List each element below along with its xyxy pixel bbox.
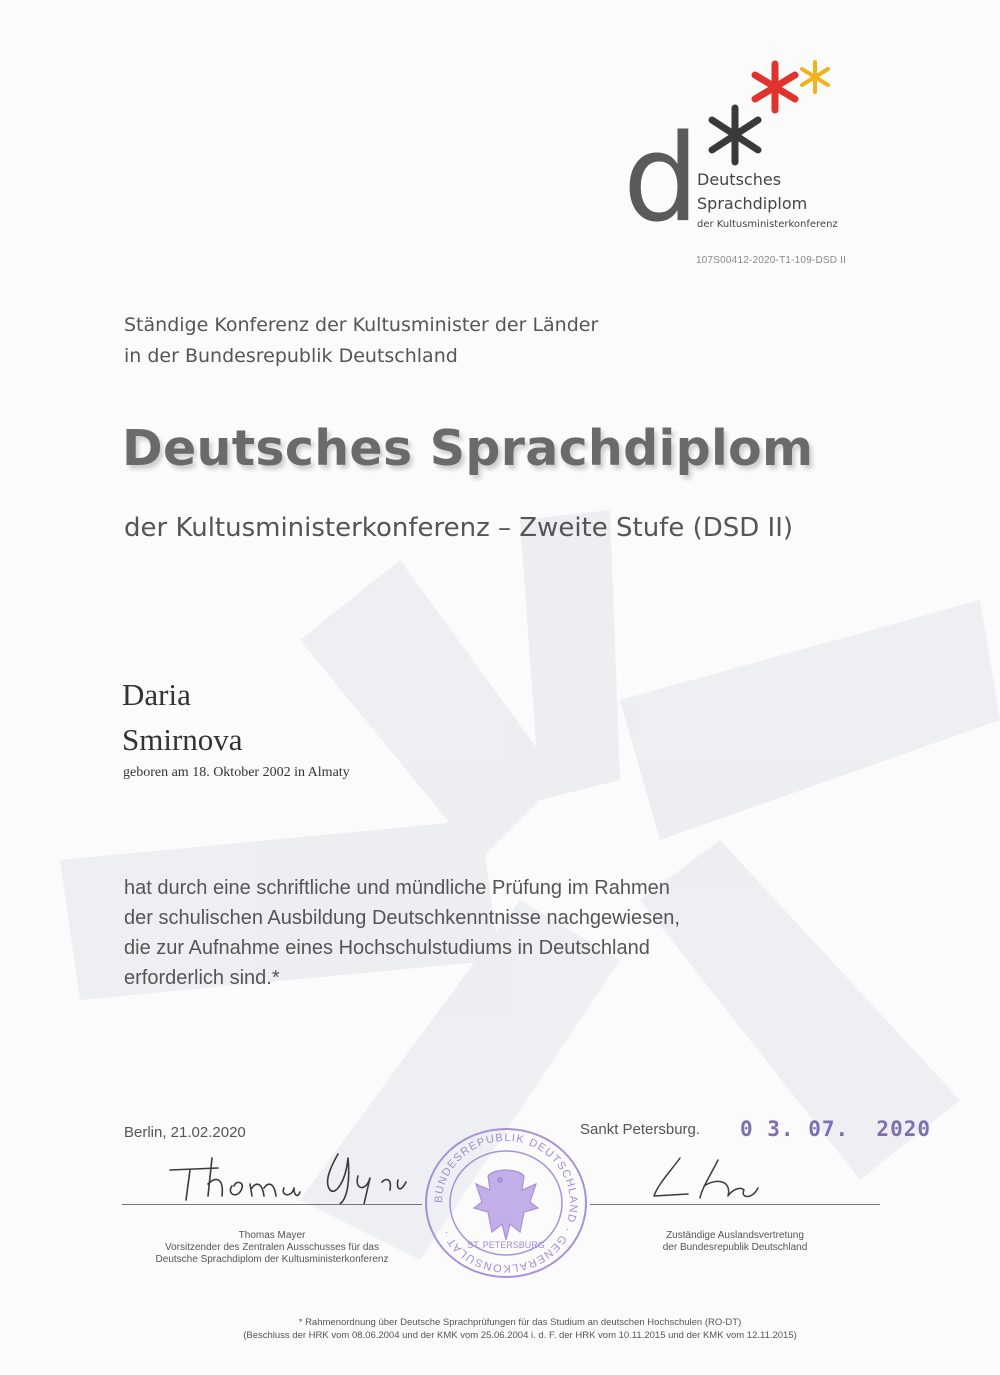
left-signer-name: Thomas Mayer (238, 1230, 306, 1241)
authority-line1: Ständige Konferenz der Kultusminister der Länder (124, 314, 599, 336)
certificate-statement (124, 873, 824, 993)
authority-line2: in der Bundesrepublik Deutschland (124, 345, 458, 367)
left-signer-role-line1: Vorsitzender des Zentralen Ausschusses für das (164, 1242, 379, 1253)
dsd-logo (615, 50, 905, 270)
candidate-first-name: Daria (122, 677, 191, 712)
right-place: Sankt Petersburg. (580, 1121, 701, 1138)
logo-name-line2: Sprachdiplom (697, 194, 808, 213)
legal-footnote (120, 1316, 920, 1342)
logo-name-line1: Deutsches (697, 170, 782, 189)
footnote-line2: (Beschluss der HRK vom 08.06.2004 und der KMK vom 25.06.2004 i. d. F. der HRK vom 10.11.2015 und der KMK vom 12.11.2015) (243, 1330, 797, 1341)
handwritten-signature-left (160, 1138, 420, 1208)
statement-line2: der schulischen Ausbildung Deutschkenntnisse nachgewiesen, (124, 907, 680, 929)
right-signature-line (590, 1204, 880, 1205)
issuing-authority (124, 310, 598, 372)
certificate-title: Deutsches Sprachdiplom (122, 420, 814, 477)
left-signer-role-line2: Deutsche Sprachdiplom der Kultusministerkonferenz (155, 1254, 389, 1265)
right-signer-line1: Zuständige Auslandsvertretung (666, 1230, 804, 1241)
statement-line4: erforderlich sind.* (124, 967, 280, 989)
statement-line3: die zur Aufnahme eines Hochschulstudiums in Deutschland (124, 937, 650, 959)
left-signer-block (122, 1230, 422, 1266)
right-signer-line2: der Bundesrepublik Deutschland (662, 1242, 808, 1253)
seal-ring-text: BUNDESREPUBLIK DEUTSCHLAND · GENERALKONSULAT · (432, 1131, 580, 1275)
statement-line1: hat durch eine schriftliche und mündliche Prüfung im Rahmen (124, 877, 670, 899)
candidate-last-name: Smirnova (122, 722, 243, 757)
handwritten-signature-right (640, 1150, 780, 1210)
footnote-line1: * Rahmenordnung über Deutsche Sprachprüfungen für das Studium an deutschen Hochschulen (RO-DT) (298, 1317, 742, 1328)
seal-inner-text: ST. PETERSBURG (467, 1240, 545, 1250)
logo-name-line3: der Kultusministerkonferenz (697, 219, 838, 230)
logo-letter-d: d (623, 110, 700, 249)
certificate-number: 107S00412-2020-T1-109-DSD II (696, 255, 847, 266)
certificate-subtitle: der Kultusministerkonferenz – Zweite Stufe (DSD II) (124, 513, 794, 543)
left-signature-line (122, 1204, 422, 1205)
left-place-date: Berlin, 21.02.2020 (124, 1124, 246, 1141)
consulate-seal-icon (418, 1128, 594, 1278)
stamped-date: 0 3. 07. 2020 (740, 1117, 932, 1141)
right-signer-block (590, 1230, 880, 1254)
candidate-birth-info: geboren am 18. Oktober 2002 in Almaty (123, 765, 350, 780)
